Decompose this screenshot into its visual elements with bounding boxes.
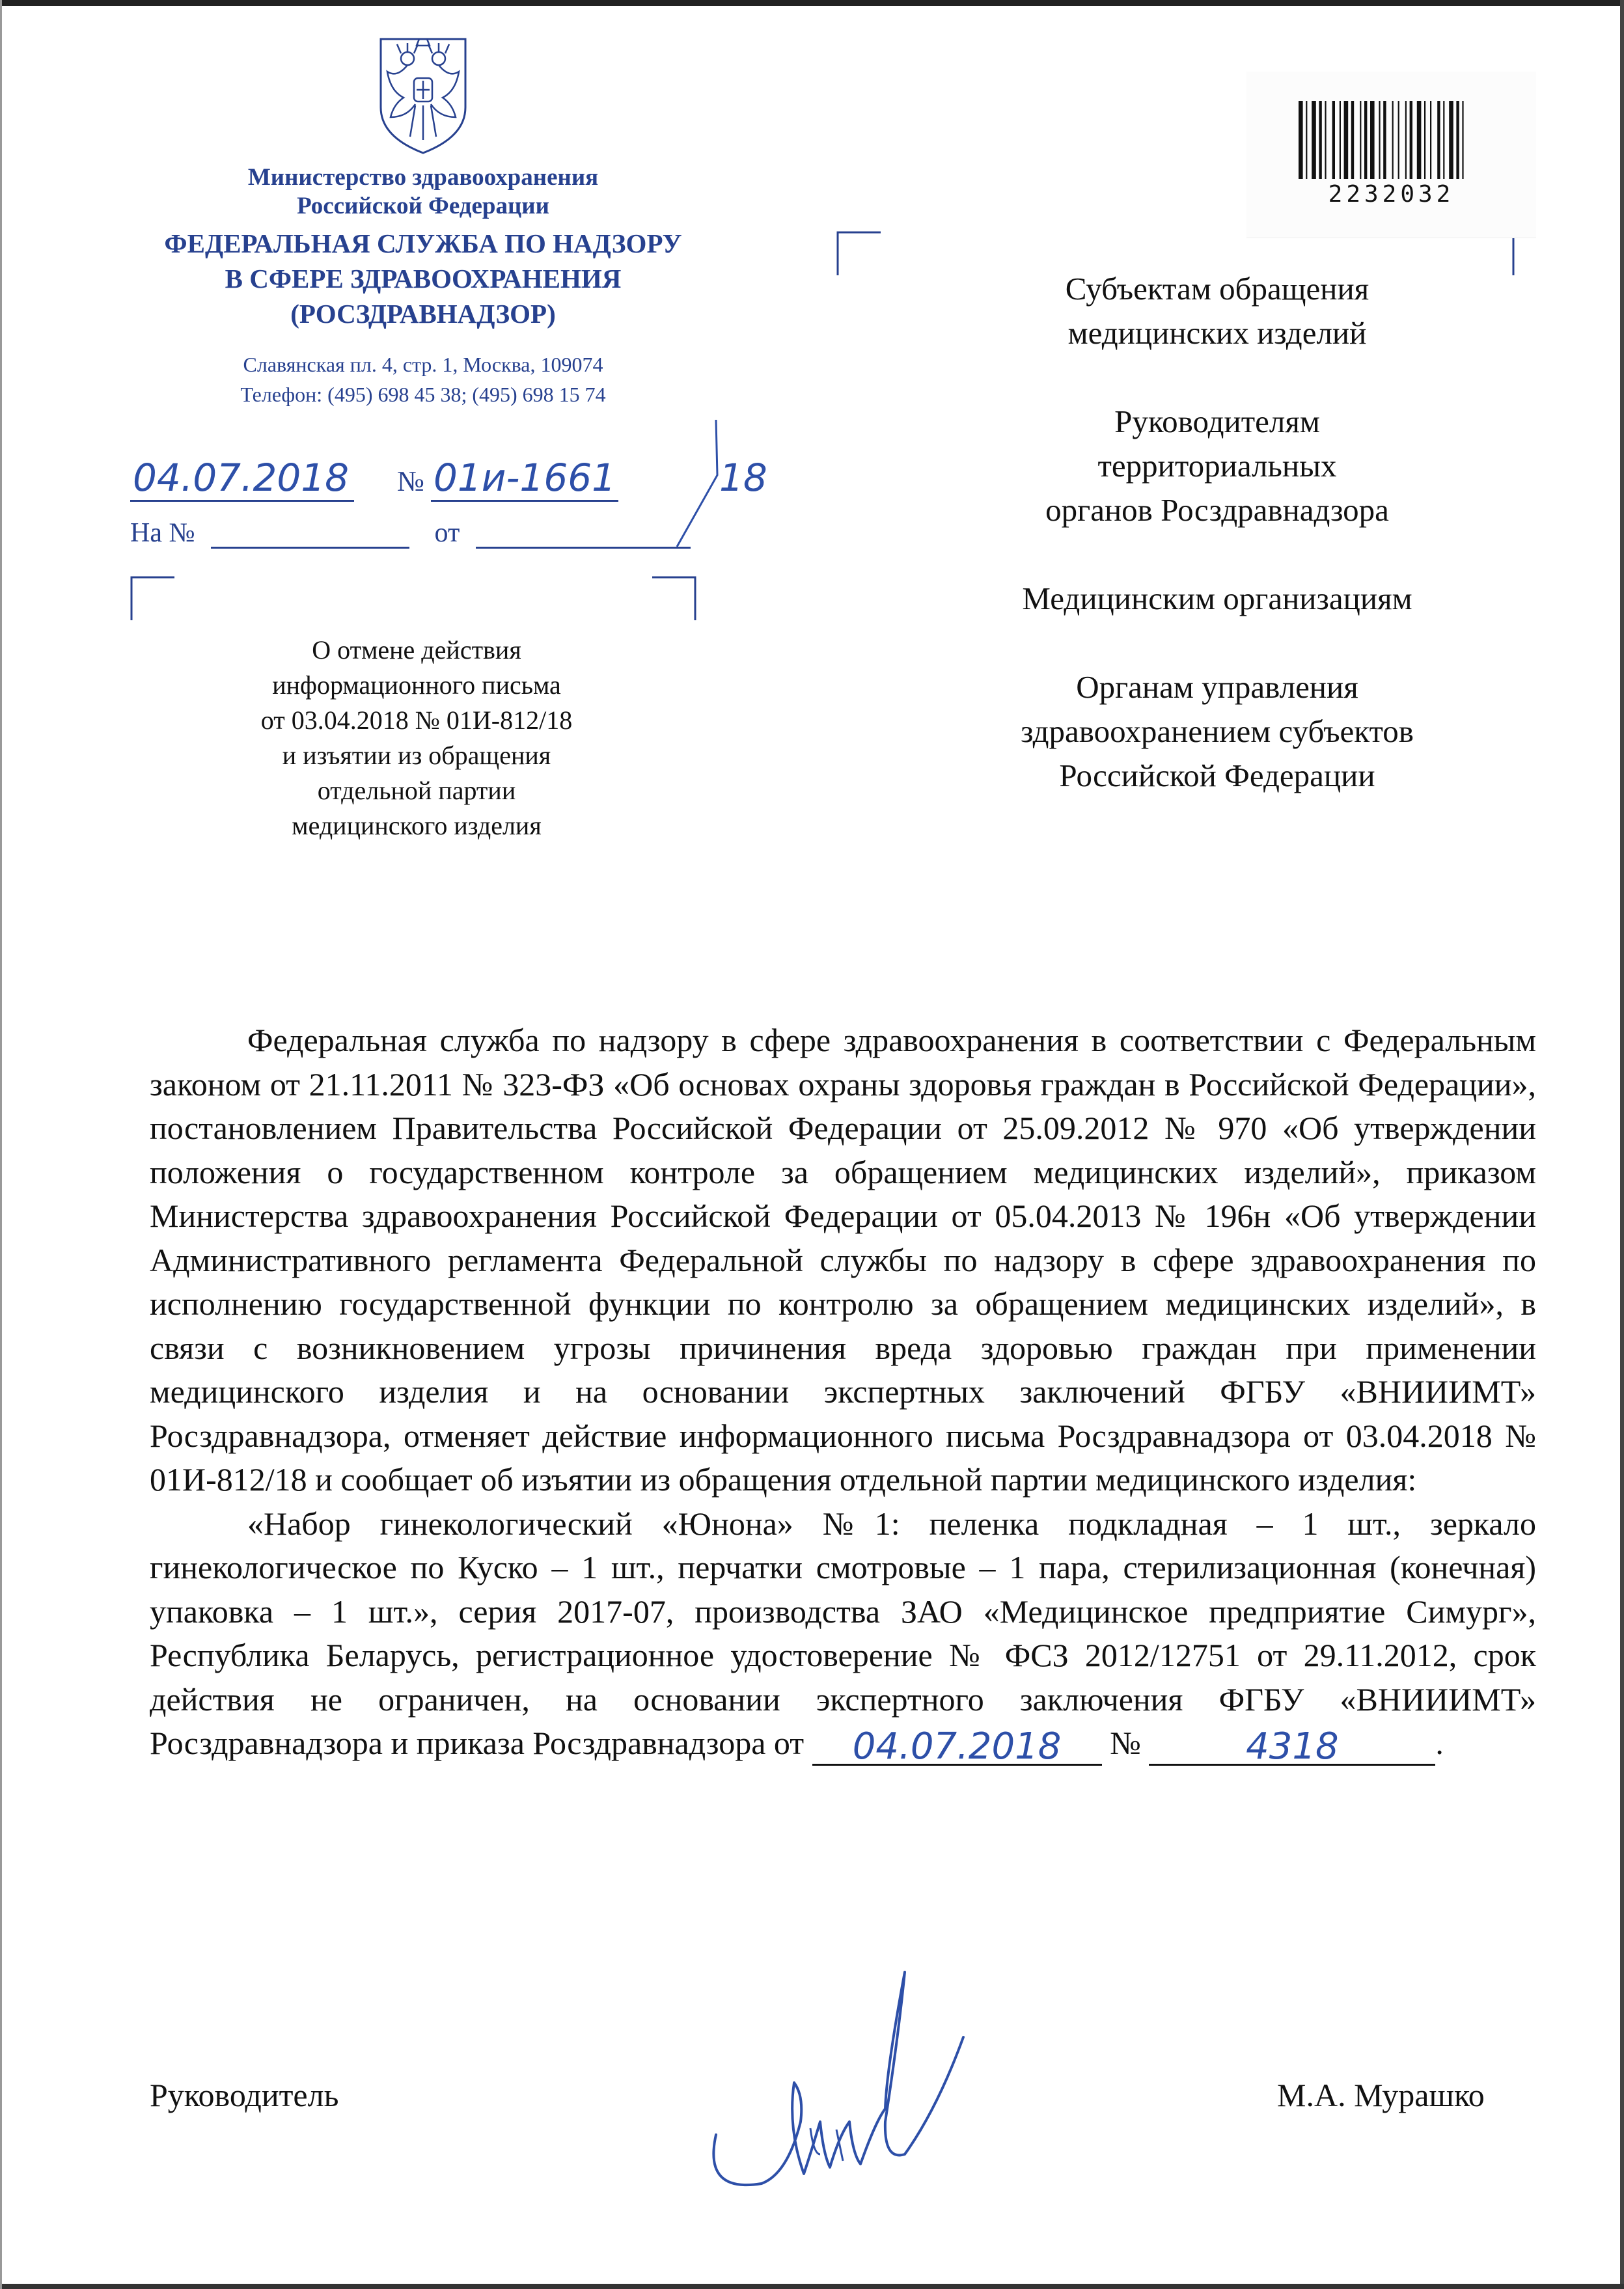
scan-bottom-border (0, 2284, 1624, 2289)
outgoing-number-label: № (397, 465, 424, 497)
service-line-2: В СФЕРЕ ЗДРАВООХРАНЕНИЯ (225, 264, 622, 294)
order-number-label: № (1110, 1725, 1141, 1761)
barcode-number: 2232032 (1328, 181, 1455, 208)
recipient-line: Органам управления (1076, 669, 1358, 705)
service-name (98, 226, 749, 331)
recipient-line: Субъектам обращения (1065, 271, 1369, 307)
scan-left-edge (0, 0, 2, 2289)
scan-top-border (0, 0, 1624, 6)
order-date-field (812, 1725, 1102, 1766)
reference-from-label: от (434, 518, 460, 548)
recipient-line: Российской Федерации (1059, 758, 1375, 793)
service-line-1: ФЕДЕРАЛЬНАЯ СЛУЖБА ПО НАДЗОРУ (164, 228, 682, 258)
phone-line: Телефон: (495) 698 45 38; (495) 698 15 74 (240, 383, 606, 406)
recipient-line: Медицинским организациям (1022, 581, 1412, 616)
coat-of-arms-icon (371, 26, 475, 156)
end-mark: . (1435, 1725, 1444, 1761)
recipient-group (924, 665, 1510, 798)
subject-line: информационного письма (272, 670, 561, 700)
ministry-name (98, 163, 749, 221)
order-number-field (1149, 1725, 1435, 1766)
outgoing-number: 01и-1661 (431, 456, 618, 502)
subject-line: медицинского изделия (292, 811, 542, 840)
handwritten-signature (690, 1959, 976, 2219)
recipient-line: здравоохранением субъектов (1021, 713, 1414, 749)
recipient-group (924, 577, 1510, 621)
address-line: Славянская пл. 4, стр. 1, Москва, 109074 (243, 353, 603, 376)
subject-line: и изъятии из обращения (282, 741, 551, 770)
ministry-line-1: Министерство здравоохранения (247, 164, 599, 191)
reference-number-blank (211, 521, 409, 549)
subject-line: О отмене действия (312, 635, 521, 665)
subject-corner-right (651, 576, 696, 622)
order-date: 04.07.2018 (852, 1725, 1062, 1768)
recipient-line: Руководителям (1114, 404, 1320, 439)
barcode-icon (1299, 101, 1500, 192)
body-paragraph-1: Федеральная служба по надзору в сфере здравоохранения в соответствии с Федеральным законом от 21.11.2011 № 323-ФЗ «Об основах охраны здоровья граждан в Российской Федерации», постановлением Правительства Российской Федерации от 25.09.2012 № 970 «Об утверждении положения о государственном контроле за обращением медицинских изделий», приказом Министерства здравоохранения Российской Федерации от 05.04.2013 № 196н «Об утверждении Административного регламента Федеральной службы по надзору в сфере здравоохранения по исполнению государственной функции по контролю за обращением медицинских изделий», в связи с возникновением угрозы причинения вреда здоровью граждан при применении медицинского изделия и на основании экспертных заключений ФГБУ «ВНИИИМТ» Росздравнадзора, отменяет действие информационного письма Росздравнадзора от 03.04.2018 № 01И-812/18 и сообщает об изъятии из обращения отдельной партии медицинского изделия: (150, 1022, 1536, 1498)
scan-right-border (1620, 0, 1624, 2289)
outgoing-number-suffix: 18 (719, 456, 767, 500)
body-paragraph-2 (150, 1502, 1536, 1766)
reference-label: На № (130, 518, 195, 548)
signatory-name: М.А. Мурашко (1277, 2077, 1485, 2113)
letter-subject (189, 633, 644, 843)
subject-line: отдельной партии (317, 776, 516, 805)
letterhead (98, 26, 749, 409)
recipient-line: территориальных (1097, 448, 1337, 484)
reference-date-blank (476, 521, 691, 549)
body-paragraph-2-text: «Набор гинекологический «Юнона» №1: пеленка подкладная – 1 шт., зеркало гинекологическое по Куско – 1 шт., перчатки смотровые – 1 пара, стерилизационная (конечная) упаковка – 1 шт.», серия 2017-07, производства ЗАО «Медицинское предприятие Симург», Республика Беларусь, регистрационное удостоверение № ФСЗ 2012/12751 от 29.11.2012, срок действия не ограничен, на основании экспертного заключения ФГБУ «ВНИИИМТ» Росздравнадзора и приказа Росздравнадзора от (150, 1505, 1536, 1761)
subject-corner-left (130, 576, 176, 622)
subject-line: от 03.04.2018 № 01И-812/18 (260, 706, 573, 735)
signatory-role: Руководитель (150, 2077, 339, 2113)
ministry-line-2: Российской Федерации (297, 193, 549, 219)
recipients-block (924, 267, 1510, 842)
recipient-line: медицинских изделий (1067, 315, 1367, 351)
address-corner-left (836, 231, 882, 277)
address-block (98, 350, 749, 409)
recipient-group (924, 400, 1510, 532)
reference-line (130, 517, 703, 549)
recipient-line: органов Росздравнадзора (1045, 492, 1389, 528)
letter-body (150, 1019, 1536, 1766)
outgoing-date: 04.07.2018 (130, 456, 354, 502)
recipient-group (924, 267, 1510, 355)
outgoing-registration (130, 456, 801, 508)
service-line-3: (РОСЗДРАВНАДЗОР) (290, 299, 556, 329)
order-number: 4318 (1246, 1725, 1339, 1768)
